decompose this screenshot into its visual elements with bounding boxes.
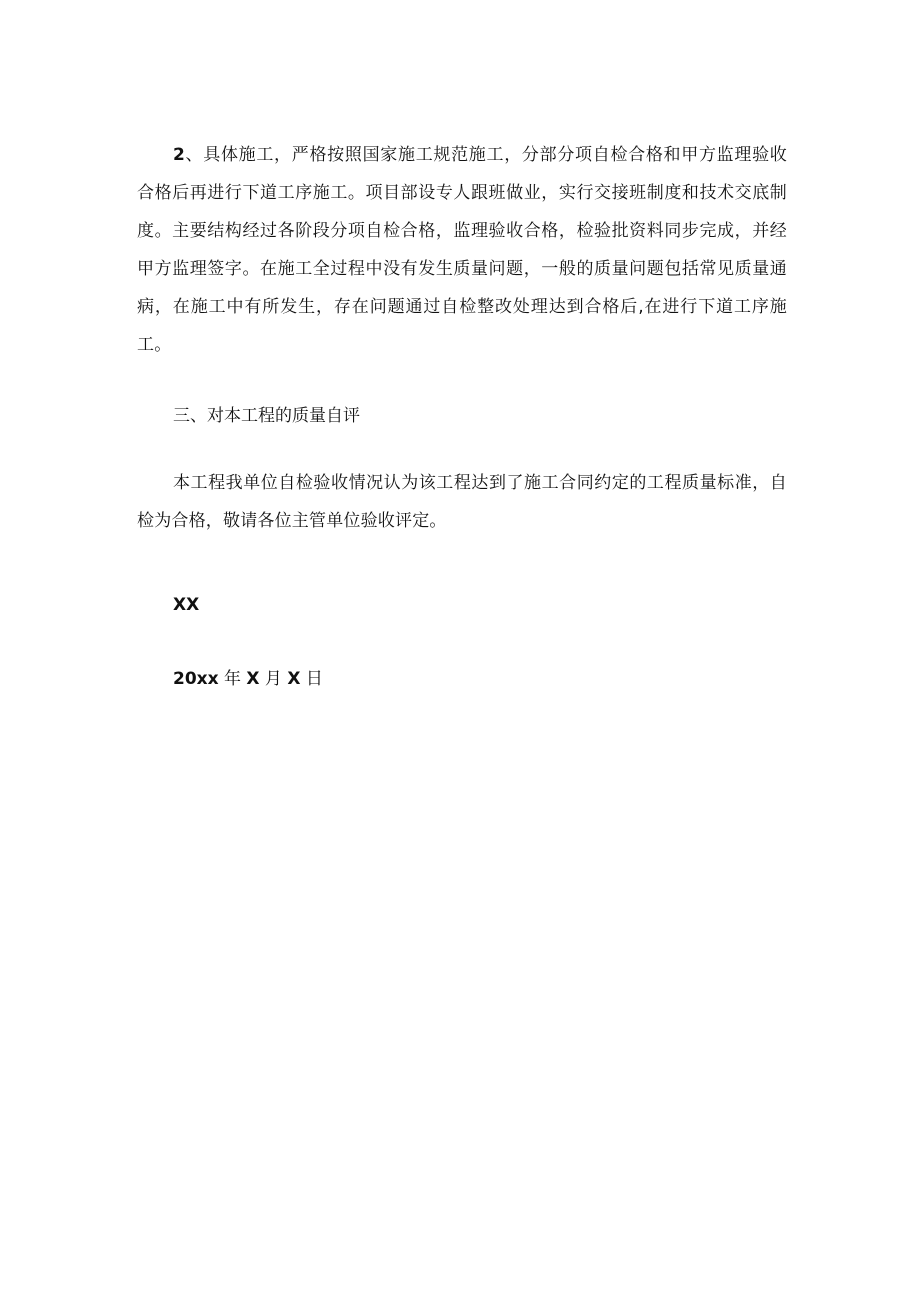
date-day-unit: 日: [300, 669, 323, 689]
paragraph-self-evaluation: 本工程我单位自检验收情况认为该工程达到了施工合同约定的工程质量标准，自检为合格，敬请各位主管单位验收评定。: [137, 473, 787, 531]
date-year-unit: 年: [218, 669, 247, 689]
paragraph-number: 2: [173, 145, 186, 165]
signature-organization: XX: [173, 595, 200, 615]
signature-date: [173, 664, 323, 694]
date-month: X: [246, 669, 260, 689]
paragraph-construction-text: 、具体施工，严格按照国家施工规范施工，分部分项自检合格和甲方监理验收合格后再进行下道工序施工。项目部设专人跟班做业，实行交接班制度和技术交底制度。主要结构经过各阶段分项自检合格，监理验收合格，检验批资料同步完成，并经甲方监理签字。在施工全过程中没有发生质量问题，一般的质量问题包括常见质量通病，在施工中有所发生，存在问题通过自检整改处理达到合格后,在进行下道工序施工。: [137, 145, 787, 355]
date-month-unit: 月: [259, 669, 288, 689]
date-day: X: [287, 669, 301, 689]
paragraph-construction: [137, 136, 787, 364]
date-year: 20xx: [173, 669, 219, 689]
section-heading: 三、对本工程的质量自评: [173, 406, 360, 426]
